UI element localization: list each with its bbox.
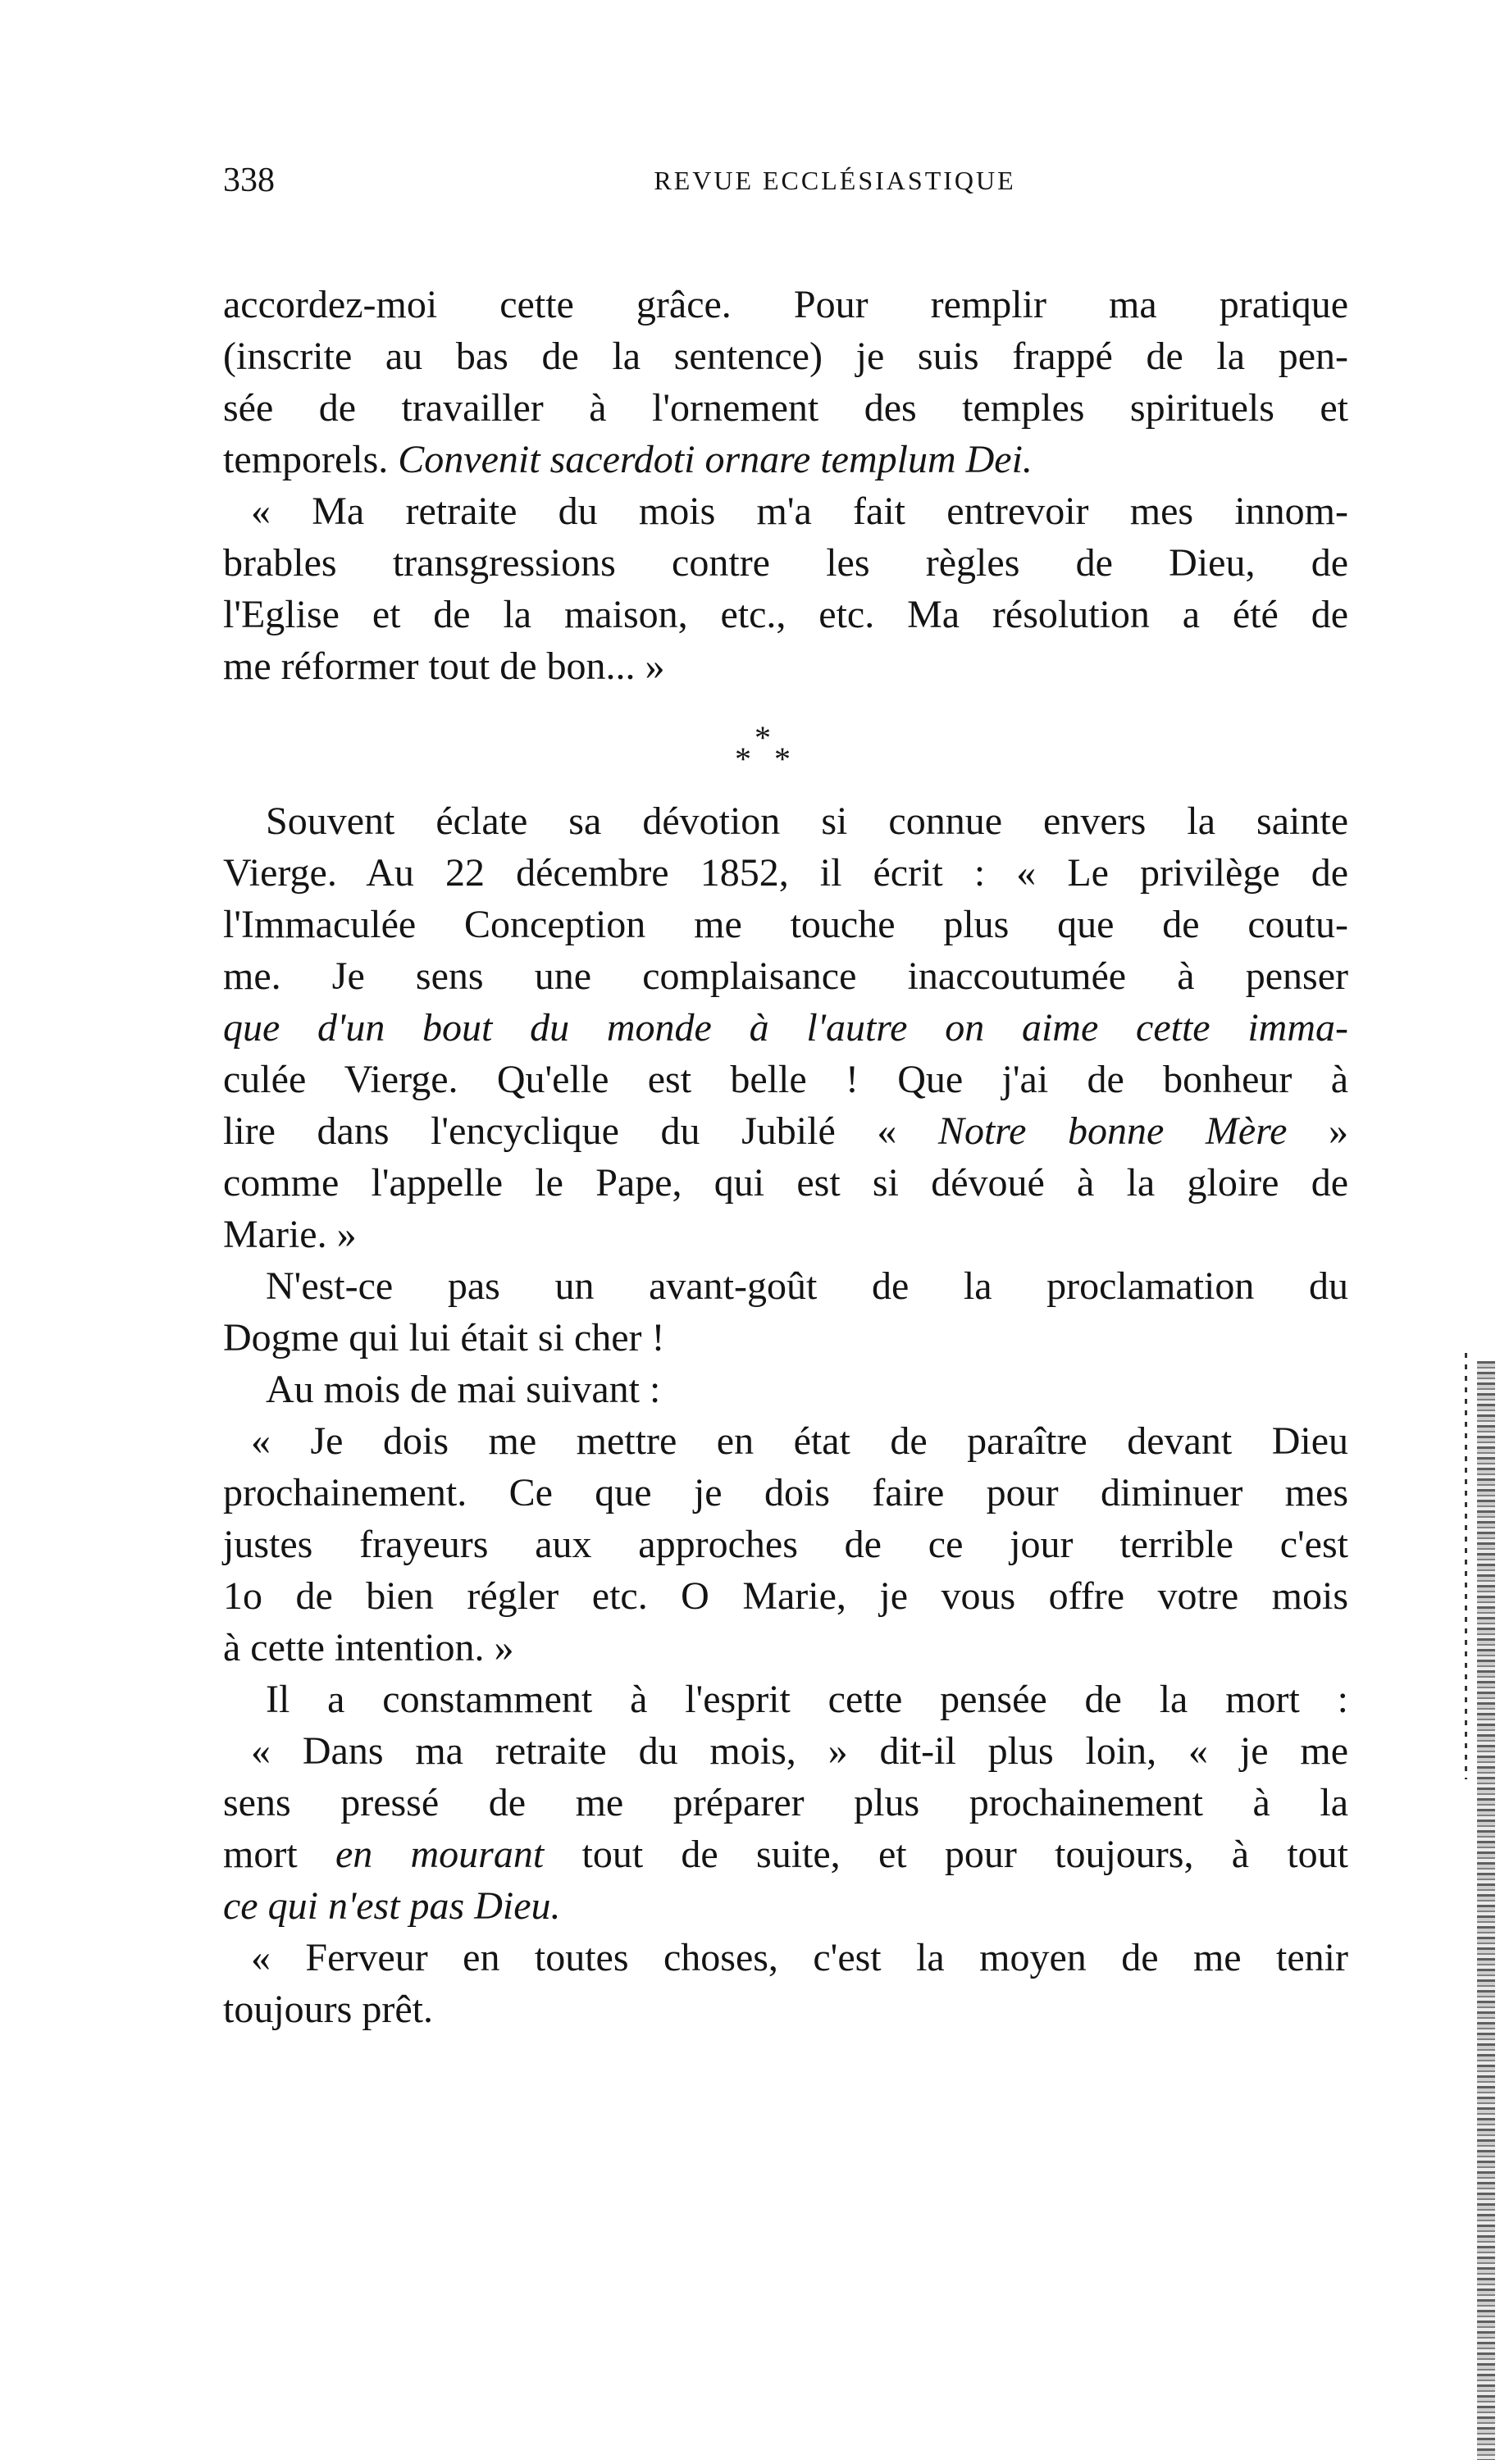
text-line: me. Je sens une complaisance inaccoutumée à penser bbox=[223, 954, 1348, 998]
binding-edge bbox=[1477, 1361, 1495, 2460]
text-line: que d'un bout du monde à l'autre on aime cette imma- bbox=[223, 1006, 1348, 1050]
text-span: tout de suite, et pour toujours, à tout bbox=[581, 1833, 1349, 1876]
text-line: Au mois de mai suivant : bbox=[266, 1368, 661, 1411]
text-line: « Ma retraite du mois m'a fait entrevoir mes innom- bbox=[251, 490, 1348, 533]
text-line: l'Immaculée Conception me touche plus que de coutu- bbox=[223, 903, 1348, 946]
text-line: sée de travailler à l'ornement des temples spirituels et bbox=[223, 386, 1348, 430]
text-line: me réformer tout de bon... » bbox=[223, 644, 665, 688]
text-line: culée Vierge. Qu'elle est belle ! Que j'ai de bonheur à bbox=[223, 1058, 1348, 1101]
running-head: REVUE ECCLÉSIASTIQUE bbox=[654, 166, 1016, 195]
asterisk: * bbox=[774, 740, 791, 777]
text-line: à cette intention. » bbox=[223, 1626, 514, 1669]
text-line: Marie. » bbox=[223, 1213, 357, 1256]
text-line: « Je dois me mettre en état de paraître devant Dieu bbox=[251, 1419, 1348, 1463]
text-line: « Dans ma retraite du mois, » dit-il plus loin, « je me bbox=[251, 1729, 1348, 1773]
text-span: » bbox=[1329, 1109, 1348, 1153]
text-line: Souvent éclate sa dévotion si connue envers la sainte bbox=[266, 799, 1348, 843]
body-text bbox=[223, 279, 1348, 2035]
text-line: brables transgressions contre les règles de Dieu, de bbox=[223, 541, 1348, 585]
asterisk: * bbox=[735, 740, 751, 777]
quote-italic: Notre bonne Mère bbox=[937, 1109, 1288, 1153]
text-line: 1o de bien régler etc. O Marie, je vous offre votre mois bbox=[223, 1574, 1348, 1618]
text-line: accordez-moi cette grâce. Pour remplir ma pratique bbox=[223, 283, 1348, 326]
text-line: N'est-ce pas un avant-goût de la proclamation du bbox=[266, 1264, 1348, 1308]
text-line: justes frayeurs aux approches de ce jour terrible c'est bbox=[223, 1523, 1348, 1566]
asterisk: * bbox=[755, 719, 771, 756]
text-line: Dogme qui lui était si cher ! bbox=[223, 1316, 665, 1360]
text-span: mort bbox=[223, 1833, 298, 1876]
text-line: ce qui n'est pas Dieu. bbox=[223, 1884, 561, 1928]
text-line: l'Eglise et de la maison, etc., etc. Ma résolution a été de bbox=[223, 593, 1348, 636]
text-italic: en mourant bbox=[335, 1833, 545, 1876]
text-line: prochainement. Ce que je dois faire pour diminuer mes bbox=[223, 1471, 1348, 1514]
text-line: comme l'appelle le Pape, qui est si dévoué à la gloire de bbox=[223, 1161, 1348, 1205]
text-line: sens pressé de me préparer plus prochainement à la bbox=[223, 1781, 1348, 1824]
page-number: 338 bbox=[223, 162, 275, 199]
text-line: toujours prêt. bbox=[223, 1988, 433, 2031]
text-line: « Ferveur en toutes choses, c'est la moyen de me tenir bbox=[251, 1936, 1348, 1979]
text-span: temporels. bbox=[223, 438, 389, 481]
text-line bbox=[223, 1105, 1348, 1157]
text-line bbox=[223, 434, 1348, 485]
page-header bbox=[223, 161, 1348, 210]
text-line: Il a constamment à l'esprit cette pensée de la mort : bbox=[266, 1678, 1348, 1721]
text-span: lire dans l'encyclique du Jubilé « bbox=[223, 1109, 897, 1153]
asterism-divider bbox=[223, 692, 1348, 795]
binding-edge-mark bbox=[1465, 1353, 1467, 1779]
text-line: (inscrite au bas de la sentence) je suis frappé de la pen- bbox=[223, 335, 1348, 378]
latin-quote: Convenit sacerdoti ornare templum Dei. bbox=[398, 438, 1033, 481]
text-line bbox=[223, 1829, 1348, 1880]
text-line: Vierge. Au 22 décembre 1852, il écrit : « Le privilège de bbox=[223, 851, 1348, 895]
